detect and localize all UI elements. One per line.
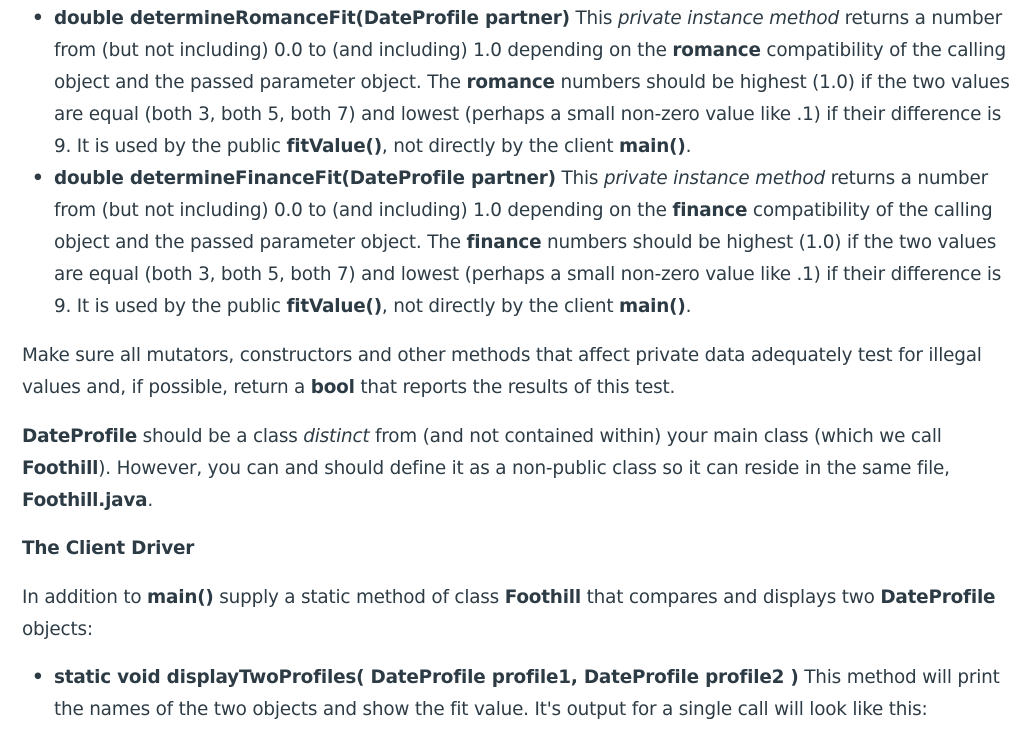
distinct-class-paragraph: DateProfile should be a class distinct from (and not contained within) your main class (which we call Foothill). However, you can and should define it as a non-public class so it can reside in the same file, Foothill.java. (22, 426, 950, 511)
method-signature: static void displayTwoProfiles( DateProfile profile1, DateProfile profile2 ) (54, 667, 799, 688)
section-heading: The Client Driver (22, 538, 195, 559)
bullet-icon: • (32, 8, 44, 29)
method-signature: double determineRomanceFit(DateProfile partner) (54, 8, 570, 29)
driver-paragraph: In addition to main() supply a static method of class Foothill that compares and displays two DateProfile objects: (22, 587, 996, 640)
list-item-finance-fit: • double determineFinanceFit(DateProfile partner) This private instance method returns a number from (but not including) 0.0 to (and including) 1.0 depending on the finance compatibility of the calling object and the passed parameter object. The finance numbers should be highest (1.0) if the two values are equal (both 3, both 5, both 7) and lowest (perhaps a small non-zero value like .1) if their difference is 9. It is used by the public fitValue(), not directly by the client main(). (0, 163, 1024, 323)
method-list (0, 3, 1024, 323)
list-item-romance-fit: • double determineRomanceFit(DateProfile partner) This private instance method returns a number from (but not including) 0.0 to (and including) 1.0 depending on the romance compatibility of the calling object and the passed parameter object. The romance numbers should be highest (1.0) if the two values are equal (both 3, both 5, both 7) and lowest (perhaps a small non-zero value like .1) if their difference is 9. It is used by the public fitValue(), not directly by the client main(). (0, 3, 1024, 163)
mutators-paragraph: Make sure all mutators, constructors and other methods that affect private data adequately test for illegal values and, if possible, return a bool that reports the results of this test. (22, 345, 982, 398)
method-signature: double determineFinanceFit(DateProfile partner) (54, 168, 556, 189)
bullet-icon: • (32, 168, 44, 189)
bullet-icon: • (32, 667, 44, 688)
static-method-list (0, 662, 1024, 726)
list-item-display-profiles: • static void displayTwoProfiles( DateProfile profile1, DateProfile profile2 ) This method will print the names of the two objects and show the fit value. It's output for a single call will look like this: (0, 662, 1024, 726)
